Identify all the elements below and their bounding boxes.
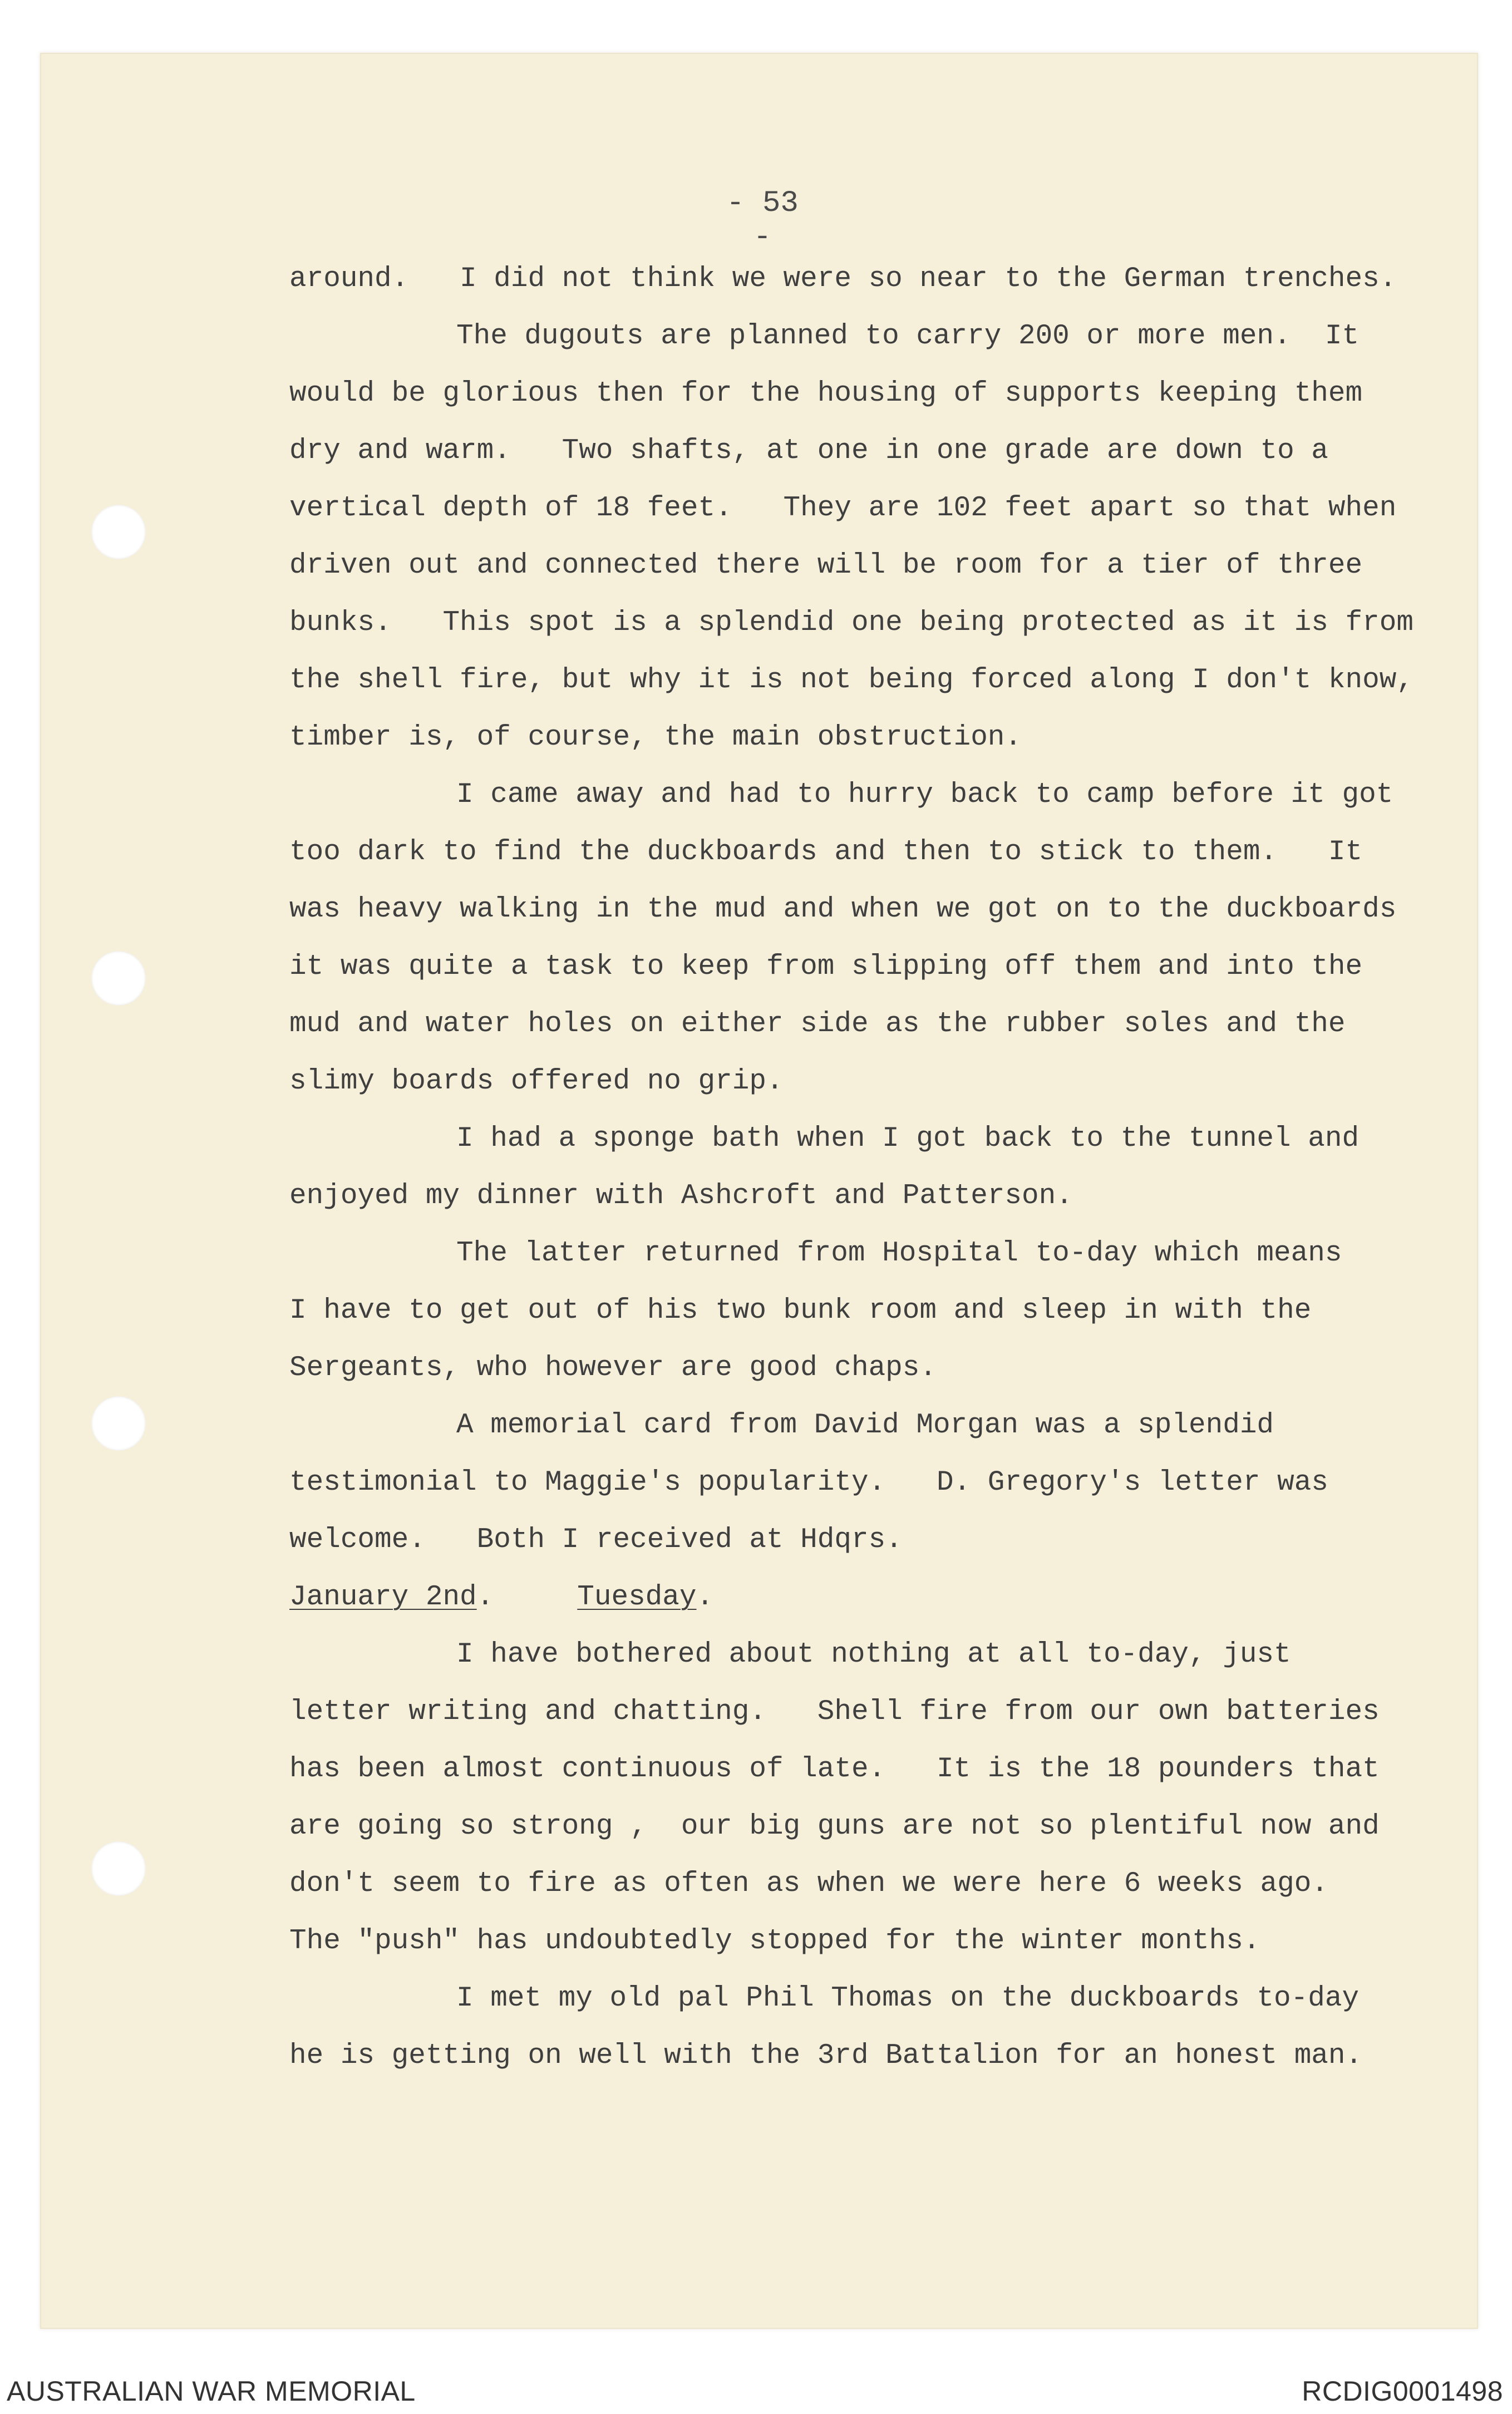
punch-hole <box>91 505 146 559</box>
text-line: slimy boards offered no grip. <box>289 1066 784 1097</box>
text-block-after-date <box>289 1626 1447 2085</box>
text-line: dry and warm. Two shafts, at one in one grade are down to a <box>289 435 1328 467</box>
text-line: I had a sponge bath when I got back to the tunnel and <box>456 1123 1360 1155</box>
punch-hole <box>91 1396 146 1451</box>
text-line: bunks. This spot is a splendid one being protected as it is from <box>289 607 1414 639</box>
text-line: letter writing and chatting. Shell fire from our own batteries <box>289 1696 1380 1728</box>
text-line: I have to get out of his two bunk room and sleep in with the <box>289 1295 1312 1327</box>
text-line: driven out and connected there will be room for a tier of three <box>289 550 1363 582</box>
text-line: would be glorious then for the housing of supports keeping them <box>289 378 1363 410</box>
text-line: The latter returned from Hospital to-day which means <box>456 1238 1342 1269</box>
date-heading-day-suffix: . <box>696 1582 714 1613</box>
text-line: are going so strong , our big guns are not so plentiful now and <box>289 1811 1380 1842</box>
text-line: testimonial to Maggie's popularity. D. Gregory's letter was <box>289 1467 1328 1499</box>
text-line: I came away and had to hurry back to camp before it got <box>456 779 1393 811</box>
text-line: The dugouts are planned to carry 200 or more men. It <box>456 321 1360 352</box>
text-line: enjoyed my dinner with Ashcroft and Patterson. <box>289 1180 1073 1212</box>
footer-institution: AUSTRALIAN WAR MEMORIAL <box>7 2376 416 2407</box>
text-line: welcome. Both I received at Hdqrs. <box>289 1524 903 1556</box>
page-number: - 53 - <box>726 186 799 254</box>
text-line: has been almost continuous of late. It is the 18 pounders that <box>289 1753 1380 1785</box>
text-line: The "push" has undoubtedly stopped for the winter months. <box>289 1925 1260 1957</box>
date-heading-date-suffix: . <box>476 1582 494 1613</box>
text-line: mud and water holes on either side as the rubber soles and the <box>289 1008 1346 1040</box>
text-line: the shell fire, but why it is not being forced along I don't know, <box>289 664 1414 696</box>
punch-hole <box>91 1841 146 1896</box>
text-line: don't seem to fire as often as when we were here 6 weeks ago. <box>289 1868 1328 1900</box>
date-heading <box>289 1569 1447 1626</box>
text-line: Sergeants, who however are good chaps. <box>289 1352 937 1384</box>
text-line: around. I did not think we were so near to the German trenches. <box>289 263 1397 295</box>
text-line: too dark to find the duckboards and then to stick to them. It <box>289 836 1363 868</box>
text-line: I have bothered about nothing at all to-day, just <box>456 1639 1291 1671</box>
footer-record-id: RCDIG0001498 <box>1302 2376 1503 2407</box>
text-line: I met my old pal Phil Thomas on the duckboards to-day <box>456 1983 1360 2014</box>
typed-body-text <box>289 250 1447 2085</box>
text-line: vertical depth of 18 feet. They are 102 feet apart so that when <box>289 492 1397 524</box>
text-line: was heavy walking in the mud and when we got on to the duckboards <box>289 894 1397 925</box>
punch-hole <box>91 951 146 1006</box>
text-line: it was quite a task to keep from slipping off them and into the <box>289 951 1363 983</box>
date-heading-date: January 2nd <box>289 1582 477 1613</box>
date-heading-day: Tuesday <box>577 1582 697 1613</box>
text-line: timber is, of course, the main obstruction. <box>289 722 1022 753</box>
text-line: A memorial card from David Morgan was a splendid <box>456 1410 1274 1441</box>
text-block-before-date <box>289 250 1447 1569</box>
text-line: he is getting on well with the 3rd Battalion for an honest man. <box>289 2040 1363 2072</box>
